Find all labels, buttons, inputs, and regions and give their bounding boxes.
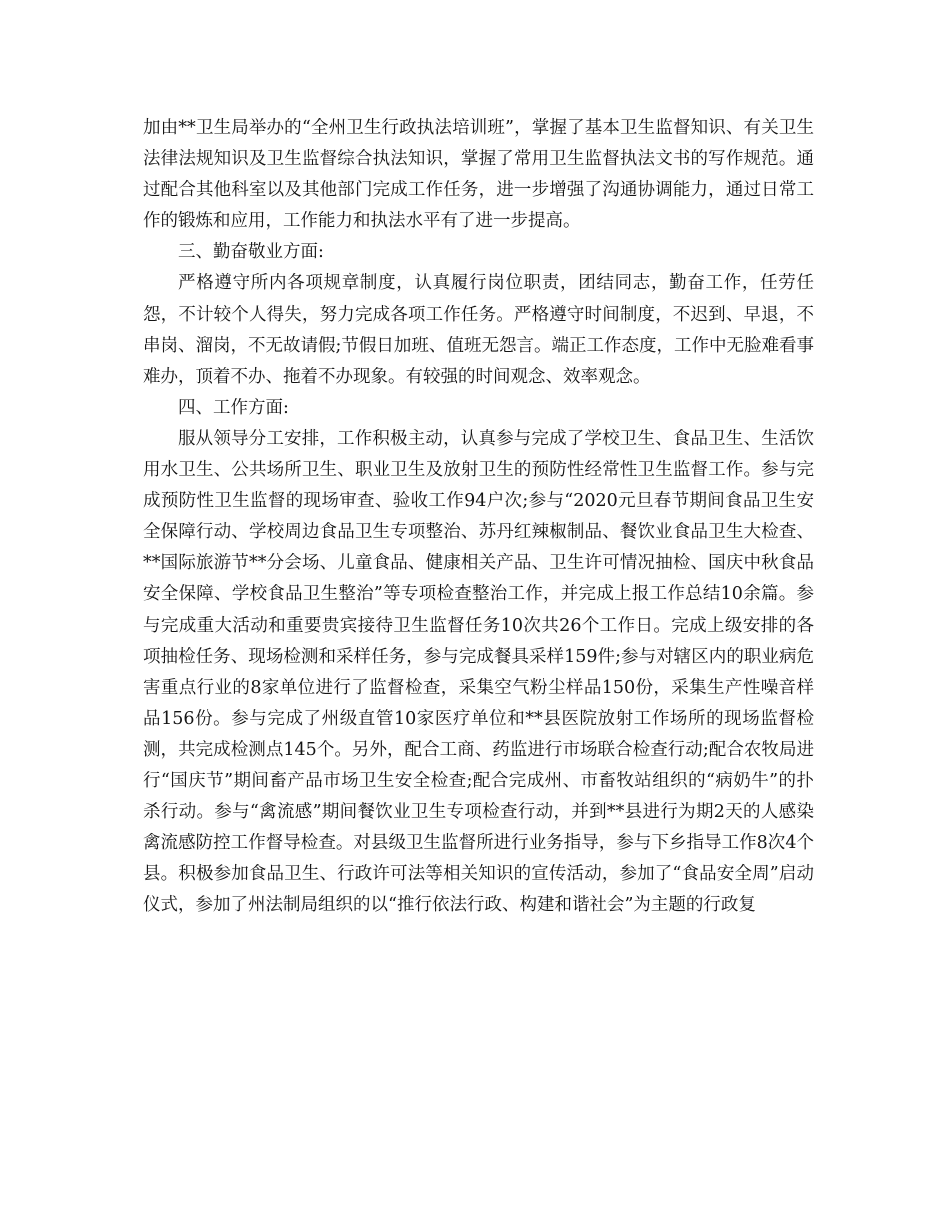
paragraph-diligence: 严格遵守所内各项规章制度，认真履行岗位职责，团结同志，勤奋工作，任劳任怨，不计较个人得失，努力完成各项工作任务。严格遵守时间制度，不迟到、早退，不串岗、溜岗，不无故请假;节假日加班、值班无怨言。端正工作态度，工作中无脸难看事难办，顶着不办、拖着不办现象。有较强的时间观念、效率观念。 [143, 273, 814, 387]
section-heading-diligence: 三、勤奋敬业方面: [178, 242, 324, 263]
paragraph-continuation: 加由**卫生局举办的“全州卫生行政执法培训班”，掌握了基本卫生监督知识、有关卫生法律法规知识及卫生监督综合执法知识，掌握了常用卫生监督执法文书的写作规范。通过配合其他科室以及其他部门完成工作任务，进一步增强了沟通协调能力，通过日常工作的锻炼和应用，工作能力和执法水平有了进一步提高。 [143, 118, 814, 232]
paragraph-work: 服从领导分工安排，工作积极主动，认真参与完成了学校卫生、食品卫生、生活饮用水卫生、公共场所卫生、职业卫生及放射卫生的预防性经常性卫生监督工作。参与完成预防性卫生监督的现场审查、验收工作94户次;参与“2020元旦春节期间食品卫生安全保障行动、学校周边食品卫生专项整治、苏丹红辣椒制品、餐饮业食品卫生大检查、**国际旅游节**分会场、儿童食品、健康相关产品、卫生许可情况抽检、国庆中秋食品安全保障、学校食品卫生整治”等专项检查整治工作，并完成上报工作总结10余篇。参与完成重大活动和重要贵宾接待卫生监督任务10次共26个工作日。完成上级安排的各项抽检任务、现场检测和采样任务，参与完成餐具采样159件;参与对辖区内的职业病危害重点行业的8家单位进行了监督检查，采集空气粉尘样品150份，采集生产性噪音样品156份。参与完成了州级直管10家医疗单位和**县医院放射工作场所的现场监督检测，共完成检测点145个。另外，配合工商、药监进行市场联合检查行动;配合农牧局进行“国庆节”期间畜产品市场卫生安全检查;配合完成州、市畜牧站组织的“病奶牛”的扑杀行动。参与“禽流感”期间餐饮业卫生专项检查行动，并到**县进行为期2天的人感染禽流感防控工作督导检查。对县级卫生监督所进行业务指导，参与下乡指导工作8次4个县。积极参加食品卫生、行政许可法等相关知识的宣传活动，参加了“食品安全周”启动仪式，参加了州法制局组织的以“推行依法行政、构建和谐社会”为主题的行政复 [143, 428, 814, 916]
document-page [143, 113, 814, 921]
section-heading-work: 四、工作方面: [178, 397, 289, 418]
